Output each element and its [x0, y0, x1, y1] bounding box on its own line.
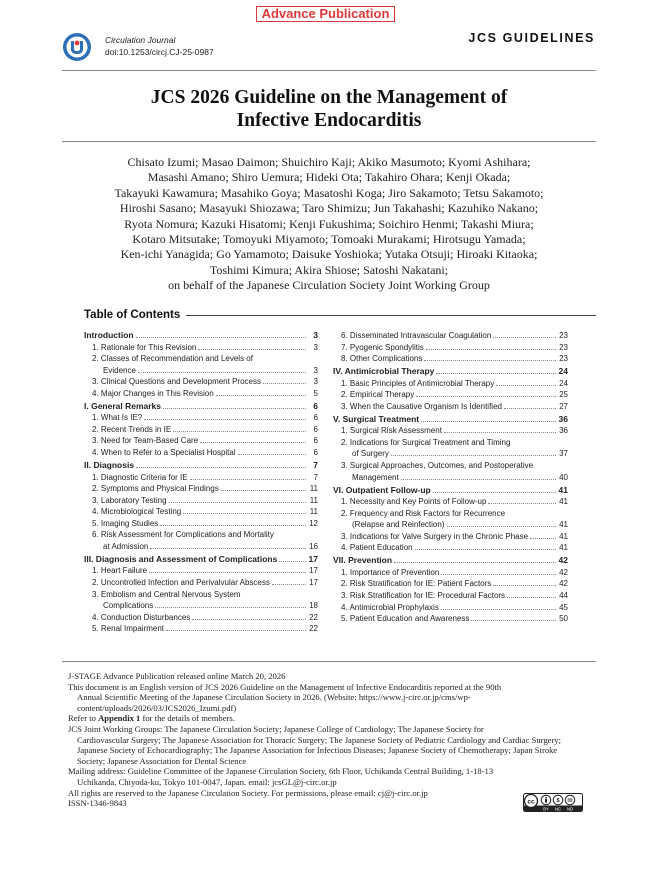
toc-entry-title: 4. Microbiological Testing — [92, 507, 182, 517]
toc-page-number: 42 — [559, 579, 568, 589]
toc-entry-title: III. Diagnosis and Assessment of Complications — [84, 553, 278, 564]
toc-entry[interactable] — [84, 623, 318, 635]
toc-page-number: 44 — [559, 591, 568, 601]
toc-page-number: 41 — [558, 484, 568, 495]
toc-leader-dots — [421, 421, 556, 422]
toc-leader-dots — [471, 620, 556, 621]
toc-leader-dots — [504, 408, 556, 409]
toc-entry[interactable] — [333, 437, 568, 449]
toc-entry[interactable] — [84, 412, 318, 424]
toc-entry-title: 1. Necessity and Key Points of Follow-up — [341, 497, 487, 507]
toc-entry[interactable] — [84, 435, 318, 447]
toc-entry[interactable] — [333, 519, 568, 531]
toc-entry[interactable] — [333, 542, 568, 554]
journal-info — [105, 34, 214, 58]
toc-leader-dots — [183, 513, 306, 514]
toc-page-number: 41 — [559, 531, 568, 541]
toc-leader-dots — [444, 432, 556, 433]
appendix-note: Refer to Appendix 1 for the details of members. — [68, 713, 235, 724]
toc-entry[interactable] — [84, 589, 318, 601]
toc-page-number: 18 — [309, 601, 318, 611]
toc-entry-title: at Admission — [103, 541, 149, 551]
version-note: This document is an English version of JCS 2026 Guideline on the Management of Infective Endocarditis reported at the 90th Annual Scientific Meeting of the Japanese Circulation Society in 2026. (Website: https://www.j-circ.or.jp/cms/wp-content/uploads/2026/03/JCS2026_Izumi.pdf) — [68, 681, 502, 713]
toc-section-entry[interactable] — [333, 414, 568, 426]
toc-leader-dots — [144, 419, 306, 420]
toc-entry-title: 2. Empirical Therapy — [341, 390, 415, 400]
toc-entry-title: 3. Laboratory Testing — [92, 495, 167, 505]
toc-leader-dots — [493, 337, 556, 338]
toc-entry-title: 7. Pyogenic Spondylitis — [341, 342, 424, 352]
toc-page-number: 12 — [309, 518, 318, 528]
toc-entry-title: 2. Uncontrolled Infection and Perivalvular Abscess — [92, 577, 270, 587]
toc-page-number: 23 — [559, 342, 568, 352]
toc-leader-dots — [198, 349, 306, 350]
toc-page-number: 3 — [313, 365, 318, 375]
toc-entry-title: 4. Antimicrobial Prophylaxis — [341, 602, 439, 612]
toc-section-entry[interactable] — [84, 460, 318, 472]
toc-page-number: 50 — [559, 614, 568, 624]
toc-leader-dots — [424, 360, 556, 361]
toc-entry[interactable] — [84, 388, 318, 400]
author-line: Toshimi Kimura; Akira Shiose; Satoshi Nakatani; — [209, 262, 449, 277]
toc-leader-dots — [160, 525, 306, 526]
toc-entry-title: Complications — [103, 601, 154, 611]
toc-entry[interactable] — [333, 472, 568, 484]
toc-entry-title: 2. Frequency and Risk Factors for Recurrence — [341, 508, 506, 518]
journal-name: Circulation Journal — [105, 35, 176, 45]
toc-page-number: 37 — [559, 449, 568, 459]
toc-entry[interactable] — [333, 496, 568, 508]
toc-page-number: 7 — [313, 460, 318, 471]
toc-entry[interactable] — [333, 389, 568, 401]
toc-page-number: 5 — [313, 388, 318, 398]
toc-entry[interactable] — [333, 602, 568, 614]
toc-entry-title: 1. Importance of Prevention — [341, 567, 440, 577]
toc-page-number: 42 — [559, 567, 568, 577]
document-title — [62, 86, 596, 132]
toc-leader-dots — [136, 337, 306, 338]
toc-entry[interactable] — [333, 590, 568, 602]
toc-entry[interactable] — [84, 529, 318, 541]
toc-page-number: 24 — [559, 378, 568, 388]
toc-leader-dots — [221, 490, 306, 491]
toc-entry[interactable] — [333, 531, 568, 543]
toc-entry[interactable] — [333, 425, 568, 437]
toc-entry-title: of Surgery — [352, 449, 389, 459]
license-label-by: BY — [543, 806, 549, 812]
toc-section-entry[interactable] — [333, 555, 568, 567]
toc-entry-title: 1. Heart Failure — [92, 566, 148, 576]
author-list — [62, 155, 596, 294]
toc-entry-title: 1. Rationale for This Revision — [92, 342, 197, 352]
toc-leader-dots — [441, 609, 556, 610]
author-line: Chisato Izumi; Masao Daimon; Shuichiro Kaji; Akiko Masumoto; Kyomi Ashihara; — [127, 155, 531, 169]
toc-entry-title: I. General Remarks — [84, 400, 162, 411]
toc-entry-title: 3. Embolism and Central Nervous System — [92, 589, 241, 599]
toc-page-number: 17 — [309, 566, 318, 576]
toc-page-number: 24 — [558, 366, 568, 377]
cc-by-nc-nd-icon — [523, 793, 583, 812]
toc-page-number: 40 — [559, 472, 568, 482]
toc-leader-dots — [415, 549, 556, 550]
toc-entry-title: 3. Indications for Valve Surgery in the Chronic Phase — [341, 531, 529, 541]
toc-page-number: 17 — [308, 553, 318, 564]
toc-leader-dots — [441, 574, 556, 575]
author-line: Ken-ichi Yanagida; Go Yamamoto; Daisuke Yoshioka; Yutaka Otsuji; Hiroaki Kitaoka; — [120, 247, 538, 262]
toc-leader-dots — [173, 431, 306, 432]
toc-section-entry[interactable] — [333, 485, 568, 497]
toc-entry-title: 4. Conduction Disturbances — [92, 612, 191, 622]
toc-leader-dots — [166, 630, 306, 631]
toc-entry[interactable] — [84, 612, 318, 624]
toc-entry-title: 3. When the Causative Organism Is Identified — [341, 401, 502, 411]
toc-entry[interactable] — [333, 613, 568, 625]
svg-text:cc: cc — [527, 798, 535, 806]
toc-leader-dots — [279, 561, 306, 562]
toc-leader-dots — [150, 548, 306, 549]
toc-entry[interactable] — [84, 472, 318, 484]
toc-leader-dots — [507, 597, 556, 598]
toc-leader-dots — [263, 383, 306, 384]
toc-leader-dots — [238, 454, 306, 455]
toc-page-number: 11 — [309, 507, 318, 517]
toc-entry[interactable] — [333, 508, 568, 520]
toc-entry-title: 3. Surgical Approaches, Outcomes, and Postoperative — [341, 461, 534, 471]
toc-entry-title: 1. Surgical Risk Assessment — [341, 426, 442, 436]
toc-section-entry[interactable] — [84, 554, 318, 566]
toc-page-number: 6 — [313, 413, 318, 423]
author-line: Ryota Nomura; Kazuki Hisatomi; Kenji Fukushima; Soichiro Henmi; Takashi Miura; — [124, 216, 534, 231]
toc-page-number: 6 — [313, 424, 318, 434]
toc-page-number: 25 — [559, 390, 568, 400]
series-label: JCS GUIDELINES — [468, 31, 595, 45]
toc-section-entry[interactable] — [84, 401, 318, 413]
toc-page-number: 3 — [313, 342, 318, 352]
issn: ISSN-1346-9843 — [68, 798, 127, 809]
toc-entry-title: 2. Classes of Recommendation and Levels of — [92, 354, 253, 364]
toc-entry-title: 5. Patient Education and Awareness — [341, 614, 470, 624]
toc-leader-dots — [272, 584, 306, 585]
toc-entry-title: 2. Symptoms and Physical Findings — [92, 484, 219, 494]
toc-page-number: 27 — [559, 401, 568, 411]
toc-leader-dots — [136, 467, 306, 468]
toc-entry[interactable] — [84, 342, 318, 354]
release-note: J-STAGE Advance Publication released online March 20, 2026 — [68, 671, 286, 681]
toc-entry[interactable] — [333, 330, 568, 342]
toc-entry[interactable] — [84, 483, 318, 495]
toc-entry[interactable] — [84, 495, 318, 507]
author-line: Masashi Amano; Shiro Uemura; Hideki Ota; Takahiro Ohara; Kenji Okada; — [147, 170, 511, 185]
toc-entry[interactable] — [84, 518, 318, 530]
toc-left-column — [84, 330, 318, 635]
toc-heading-rule — [186, 315, 596, 316]
toc-leader-dots — [401, 479, 556, 480]
toc-page-number: 7 — [313, 472, 318, 482]
doi: doi:10.1253/circj.CJ-25-0987 — [105, 47, 214, 57]
toc-page-number: 23 — [559, 331, 568, 340]
toc-leader-dots — [493, 585, 556, 586]
toc-entry[interactable] — [84, 577, 318, 589]
toc-page-number: 41 — [559, 497, 568, 507]
title-line-1: JCS 2026 Guideline on the Management of — [150, 87, 508, 108]
toc-leader-dots — [488, 503, 556, 504]
toc-entry-title: 2. Recent Trends in IE — [92, 424, 172, 434]
toc-page-number: 3 — [313, 330, 318, 340]
toc-entry[interactable] — [333, 567, 568, 579]
footer-notes — [68, 671, 586, 809]
toc-page-number: 17 — [309, 577, 318, 587]
toc-page-number: 6 — [313, 400, 318, 411]
toc-page-number: 11 — [309, 495, 318, 505]
toc-leader-dots — [416, 396, 556, 397]
toc-entry[interactable] — [84, 541, 318, 553]
toc-entry[interactable] — [84, 565, 318, 577]
toc-page-number: 41 — [559, 520, 568, 530]
toc-leader-dots — [530, 538, 556, 539]
toc-page-number: 41 — [559, 543, 568, 553]
working-groups-note: JCS Joint Working Groups: The Japanese Circulation Society; Japanese College of Cardiology; The Japanese Society for Cardiovascular Surgery; The Japanese Association for Thoracic Surgery; The Japanese Society of Pediatric Cardiology and Cardiac Surgery; Japanese Society of Echocardiography; The Japanese Association for Infectious Diseases; Japanese Society of Chemotherapy; Japan Stroke Society; Japanese Association for Dental Science — [68, 723, 561, 766]
toc-entry-title: 3. Risk Stratification for IE: Procedural Factors — [341, 591, 506, 601]
author-line: Kotaro Mitsutake; Tomoyuki Miyamoto; Tomoaki Murakami; Hirotsugu Yamada; — [132, 232, 526, 247]
toc-page-number: 22 — [309, 624, 318, 634]
toc-title: Table of Contents — [84, 309, 181, 321]
toc-page-number: 45 — [559, 602, 568, 612]
toc-entry[interactable] — [84, 353, 318, 365]
appendix-ref: Appendix 1 — [98, 713, 141, 724]
footer-divider — [62, 661, 596, 662]
toc-leader-dots — [433, 492, 556, 493]
toc-entry-title: 4. Major Changes in This Revision — [92, 388, 214, 398]
toc-page-number: 36 — [559, 426, 568, 436]
header-divider — [62, 70, 596, 71]
toc-leader-dots — [436, 373, 556, 374]
advance-publication-badge: Advance Publication — [256, 6, 395, 22]
toc-entry[interactable] — [333, 578, 568, 590]
toc-entry-title: 4. Patient Education — [341, 543, 413, 553]
mailing-address: Mailing address: Guideline Committee of the Japanese Circulation Society, 6th Floor, Uchikanda Central Building, 1-18-13 Uchikanda, Chiyoda-ku, Tokyo 101-0047, Japan. email: jcsGL@j-circ.or.jp — [68, 766, 494, 787]
toc-leader-dots — [496, 385, 556, 386]
toc-entry-title: 1. Diagnostic Criteria for IE — [92, 472, 188, 482]
toc-entry[interactable] — [84, 424, 318, 436]
toc-leader-dots — [216, 395, 306, 396]
title-line-2: Infective Endocarditis — [236, 110, 422, 131]
toc-entry[interactable] — [84, 376, 318, 388]
toc-entry-title: Evidence — [103, 365, 136, 375]
toc-heading — [84, 309, 596, 321]
toc-page-number: 36 — [558, 413, 568, 424]
toc-page-number: 23 — [559, 354, 568, 364]
author-line: Hiroshi Sasano; Masayuki Shiozawa; Taro Shimizu; Jun Takahashi; Kazuhiko Nakano; — [119, 201, 539, 216]
toc-leader-dots — [426, 349, 556, 350]
toc-entry[interactable] — [333, 342, 568, 354]
toc-entry-title: 3. Clinical Questions and Development Process — [92, 377, 261, 387]
toc-section-entry[interactable] — [333, 366, 568, 378]
toc-entry-title: (Relapse and Reinfection) — [352, 520, 445, 530]
toc-page-number: 16 — [309, 541, 318, 551]
toc-entry[interactable] — [333, 401, 568, 413]
license-label-nc: NC — [554, 806, 562, 812]
author-line: Takayuki Kawamura; Masahiko Goya; Masatoshi Koga; Jiro Sakamoto; Tetsu Sakamoto; — [114, 185, 544, 200]
toc-entry-title: VI. Outpatient Follow-up — [333, 484, 431, 495]
toc-entry-title: 2. Risk Stratification for IE: Patient Factors — [341, 579, 492, 589]
toc-leader-dots — [169, 502, 306, 503]
toc-leader-dots — [163, 408, 306, 409]
toc-entry[interactable] — [333, 353, 568, 365]
toc-entry-title: Introduction — [84, 330, 134, 340]
jcs-logo-icon — [62, 32, 92, 62]
toc-page-number: 6 — [313, 447, 318, 457]
toc-entry[interactable] — [333, 378, 568, 390]
toc-leader-dots — [190, 479, 306, 480]
toc-entry-title: 4. When to Refer to a Specialist Hospital — [92, 447, 236, 457]
toc-entry[interactable] — [84, 506, 318, 518]
toc-leader-dots — [149, 572, 306, 573]
toc-entry[interactable] — [84, 447, 318, 459]
toc-entry[interactable] — [333, 460, 568, 472]
toc-entry-title: IV. Antimicrobial Therapy — [333, 366, 435, 377]
toc-leader-dots — [155, 607, 306, 608]
toc-page-number: 22 — [309, 612, 318, 622]
toc-entry-title: 8. Other Complications — [341, 354, 423, 364]
toc-entry-title: V. Surgical Treatment — [333, 413, 420, 424]
toc-right-column — [333, 330, 568, 625]
toc-entry[interactable] — [84, 365, 318, 377]
toc-leader-dots — [200, 442, 306, 443]
toc-page-number: 3 — [313, 377, 318, 387]
toc-entry-title: 1. What Is IE? — [92, 413, 143, 423]
toc-entry-title: II. Diagnosis — [84, 460, 135, 471]
toc-entry-title: 5. Imaging Studies — [92, 518, 159, 528]
toc-entry-title: 1. Basic Principles of Antimicrobial Therapy — [341, 378, 495, 388]
rights-note: All rights are reserved to the Japanese Circulation Society. For permissions, please email: cj@j-circ.or.jp — [68, 787, 428, 798]
toc-entry-title: 3. Need for Team-Based Care — [92, 436, 199, 446]
toc-leader-dots — [447, 526, 557, 527]
toc-page-number: 42 — [558, 555, 568, 566]
toc-entry-title: 6. Disseminated Intravascular Coagulation — [341, 331, 492, 340]
author-line: on behalf of the Japanese Circulation Society Joint Working Group — [168, 278, 490, 293]
toc-leader-dots — [391, 455, 556, 456]
toc-leader-dots — [192, 619, 306, 620]
toc-leader-dots — [138, 372, 306, 373]
license-label-nd: ND — [566, 806, 574, 812]
toc-page-number: 6 — [313, 436, 318, 446]
toc-section-entry[interactable] — [84, 330, 318, 342]
svg-text:$: $ — [556, 798, 560, 804]
toc-leader-dots — [394, 562, 556, 563]
toc-entry[interactable] — [333, 448, 568, 460]
toc-entry-title: 5. Renal Impairment — [92, 624, 165, 634]
toc-entry-title: 2. Indications for Surgical Treatment and Timing — [341, 437, 511, 447]
title-divider — [62, 141, 596, 142]
toc-entry-title: 6. Risk Assessment for Complications and Mortality — [92, 530, 274, 540]
toc-page-number: 11 — [309, 484, 318, 494]
toc-entry-title: VII. Prevention — [333, 555, 393, 566]
toc-entry[interactable] — [84, 600, 318, 612]
toc-entry-title: Management — [352, 472, 399, 482]
